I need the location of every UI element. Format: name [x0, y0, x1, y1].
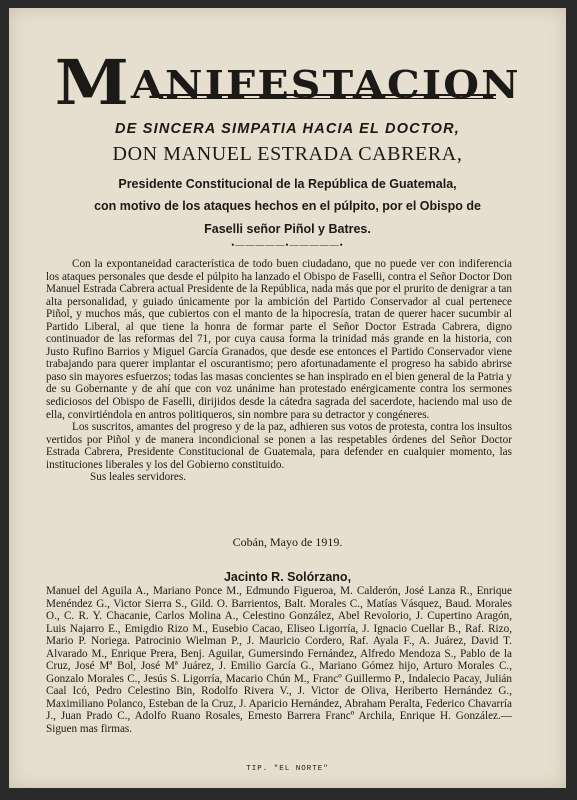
lead-signer: Jacinto R. Solórzano, — [223, 570, 352, 584]
subtitle-line-5: Faselli señor Piñol y Batres. — [204, 222, 371, 236]
date-line: Cobán, Mayo de 1919. — [232, 535, 343, 549]
subtitle-line-3: Presidente Constitucional de la República de Guatemala, — [118, 177, 457, 191]
signatories-list: Manuel del Aguila A., Mariano Ponce M., Edmundo Figueroa, M. Calderón, José Lanza R., Enrique Menéndez G., Victor Sierra S., Gild. O. Barrientos, Balt. Morales C., Matías Vásquez, Baud. Morales O., C. R. Y. Chacanie, Carlos Molina A., Celestino González, Abel Revolorio, J. Cupertino Aragón, Luis Najarro E., Emigdio Rizo M., Eusebio Cacao, Eliseo Ligorría, J. Ignacio Cuellar B., Raf. Rizo, Mario P. Noriega. Patrocinio Wielman P., J. Mauricio Cordero, Raf. Ayala F., A. Juárez, David T. Alvarado M., Enrique Prera, Benj. Aguilar, Gumersindo Fernández, Alfredo Mendoza S., Pablo de la Cruz, José Mª Bol, José Mª Juárez, J. Emilio García G., Mariano Gómez hijo, Arturo Morales C., Gonzalo Morales C., Jesús S. Ligorría, Macario Chún M., Francº Guillermo P., Indalecio Pacay, Julián Caal Icó, Pedro Celestino Bin, Rodolfo Rivera V., J. Victor de Oliva, Heriberto Hernández G., Maximiliano Polanco, Esteban de la Cruz, J. Aparicio Hernández, Abraham Peralta, Federico Chavarría J., Juan Prado C., Adolfo Ruano Rosales, Ernesto Barrera Francº Archila, Enrique H. González.— Siguen mas firmas. — [46, 585, 512, 736]
closing-line: Sus leales servidores. — [90, 471, 187, 484]
title-rest: ANIFESTACION — [130, 62, 521, 107]
title-rule-thin — [159, 98, 496, 99]
title-rule-thick — [159, 94, 496, 96]
subtitle-line-4: con motivo de los ataques hechos en el púlpito, por el Obispo de — [94, 199, 481, 213]
title-block — [9, 46, 566, 119]
ornament-divider: •—————•—————• — [231, 240, 344, 250]
document-page — [9, 8, 566, 788]
subtitle-line-2: DON MANUEL ESTRADA CABRERA, — [112, 143, 463, 165]
document-title — [54, 46, 521, 119]
body-paragraph-1: Con la expontaneidad característica de todo buen ciudadano, que no puede ver con indiferencia los ataques personales que desde el púlpito ha lanzado el Obispo de Faselli, contra el Señor Doctor Don Manuel Estrada Cabrera actual Presidente de la República, nada más que por el prurito de denigrar a tan alta personalidad, y guiado únicamente por la ambición del Partido Conservador al cual pertenece Piñol, y muchos más, que cubiertos con el manto de la hipocresía, tratan de querer hacer sucumbir al Partido Liberal, al que tiene la honra de formar parte el Señor Doctor Estrada Cabrera, digno continuador de las reformas del 71, por cuya causa forma la trinidad más grande en la historia, con Justo Rufino Barrios y Miguel García Granados, que desde ese entonces el Partido Conservador viene trabajando para querer implantar el oscurantismo; pero afortunadamente el progreso ha sabido abrirse paso sin mayores esfuerzos; todas las masas concientes se han inspirado en el bien general de la Patria y de su Gobernante y de ahí que con voz unánime han protestado enérgicamente contra los sermones sediciosos del Obispo de Faselli, dirijidos desde la cátedra sagrada del sacerdote, haciendo mal uso de ella, convirtiéndola en antros politiqueros, sin nombre para su detractor y congéneres. — [46, 258, 512, 421]
printer-credit: TIP. "EL NORTE" — [246, 765, 329, 773]
subtitle-line-1: DE SINCERA SIMPATIA HACIA EL DOCTOR, — [114, 121, 461, 137]
title-initial: M — [54, 46, 131, 119]
body-text — [46, 258, 512, 484]
body-paragraph-2: Los suscritos, amantes del progreso y de la paz, adhieren sus votos de protesta, contra los insultos vertidos por Piñol y de manera incondicional se ponen a las respetables órdenes del Señor Doctor Estrada Cabrera, Presidente Constitucional de Guatemala, para defender en cualquier momento, las instituciones liberales y los del Gobierno constituido. — [46, 421, 512, 471]
